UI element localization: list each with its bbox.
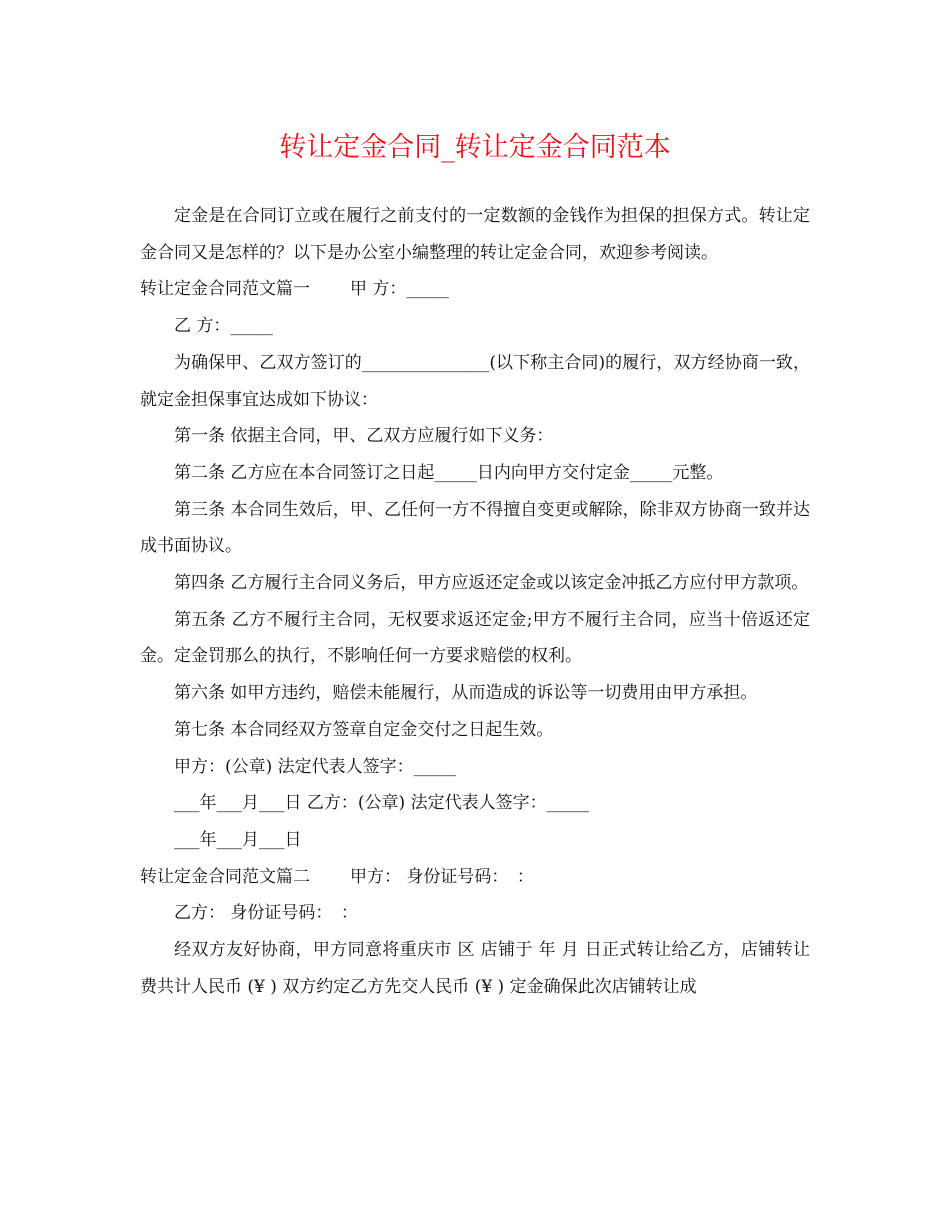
signature-party-a: 甲方：(公章) 法定代表人签字：_____ (174, 756, 457, 777)
article-1: 第一条 依据主合同，甲、乙双方应履行如下义务： (174, 426, 554, 447)
section2-party-b: 乙方： 身份证号码： ： (174, 903, 358, 924)
section1-heading-line (140, 271, 810, 308)
article-4: 第四条 乙方履行主合同义务后，甲方应返还定金或以该定金冲抵乙方应付甲方款项。 (174, 573, 809, 594)
date-party-b: ___年___月___日 (174, 829, 302, 850)
document-body (140, 198, 810, 1005)
section2-body: 经双方友好协商，甲方同意将重庆市 区 店铺于 年 月 日正式转让给乙方，店铺转让费共计人民币 (¥ ) 双方约定乙方先交人民币 (¥ ) 定金确保此次店铺转让成 (140, 940, 810, 997)
intro-paragraph: 定金是在合同订立或在履行之前支付的一定数额的金钱作为担保的担保方式。转让定金合同又是怎样的？以下是办公室小编整理的转让定金合同，欢迎参考阅读。 (140, 206, 810, 263)
section1-party-a: 甲 方：_____ (350, 279, 449, 300)
section2-party-a: 甲方： 身份证号码： ： (350, 866, 534, 887)
section1-party-b: 乙 方：_____ (174, 316, 273, 337)
article-6: 第六条 如甲方违约，赔偿未能履行，从而造成的诉讼等一切费用由甲方承担。 (174, 683, 758, 704)
article-3: 第三条 本合同生效后，甲、乙任何一方不得擅自变更或解除，除非双方协商一致并达成书面协议。 (140, 499, 810, 557)
section1-heading: 转让定金合同范文篇一 (140, 279, 310, 300)
section2-heading-line (140, 859, 810, 896)
article-5: 第五条 乙方不履行主合同，无权要求返还定金;甲方不履行主合同，应当十倍返还定金。定金罚那么的执行，不影响任何一方要求赔偿的权利。 (140, 609, 810, 667)
article-2: 第二条 乙方应在本合同签订之日起_____日内向甲方交付定金_____元整。 (174, 462, 724, 483)
document-title: 转让定金合同_转让定金合同范本 (279, 132, 671, 163)
section2-heading: 转让定金合同范文篇二 (140, 866, 310, 887)
article-7: 第七条 本合同经双方签章自定金交付之日起生效。 (174, 719, 554, 740)
section1-preamble: 为确保甲、乙双方签订的_______________(以下称主合同)的履行，双方经协商一致，就定金担保事宜达成如下协议： (140, 352, 810, 410)
date-signature-party-b: ___年___月___日 乙方：(公章) 法定代表人签字：_____ (174, 793, 590, 814)
